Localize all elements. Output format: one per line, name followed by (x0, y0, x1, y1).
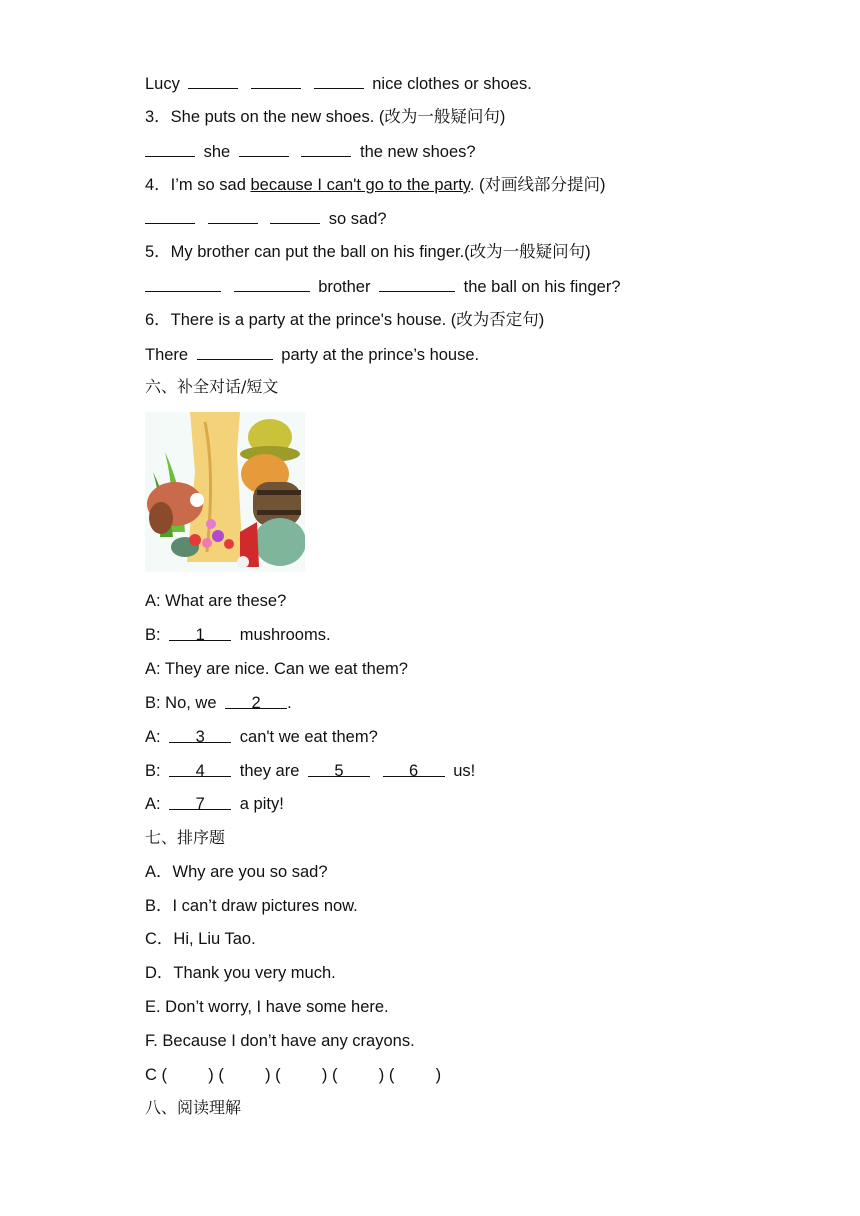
order-item-e: E. Don’t worry, I have some here. (145, 998, 389, 1016)
order-item-f: F. Because I don’t have any crayons. (145, 1032, 415, 1050)
dialog-line-6 (145, 761, 475, 781)
answer-blank[interactable] (239, 141, 289, 157)
underlined-phrase: 't go to the party (353, 176, 470, 194)
answer-blank-5[interactable]: 5 (308, 761, 370, 777)
word-there: There (145, 346, 189, 364)
answer-blank[interactable] (145, 276, 221, 292)
period: . (287, 694, 292, 712)
question-4 (145, 175, 605, 195)
answer-blank[interactable] (379, 276, 455, 292)
answer-blank-6[interactable]: 6 (383, 761, 445, 777)
dialog-line-7 (145, 794, 284, 814)
order-answer-line[interactable]: C ( ) ( ) ( ) ( ) ( ) (145, 1066, 442, 1084)
order-item-a: A．Why are you so sad? (145, 863, 328, 881)
sentence-tail: the ball on his finger? (463, 278, 621, 296)
word-lucy: Lucy (145, 75, 180, 93)
dialog-line-3: A: They are nice. Can we eat them? (145, 660, 408, 678)
answer-blank[interactable] (314, 73, 364, 89)
answer-blank[interactable] (188, 73, 238, 89)
sentence-tail: the new shoes? (359, 143, 476, 161)
word-brother: brother (318, 278, 371, 296)
speaker-a: A: (145, 795, 161, 813)
question-5-answer-line (145, 276, 621, 297)
answer-blank[interactable] (145, 141, 195, 157)
speaker-b: B: (145, 626, 161, 644)
order-item-d: D．Thank you very much. (145, 964, 336, 982)
question-5: 5．My brother can put the ball on his finger.(改为一般疑问句) (145, 243, 591, 261)
sentence-mid: they are (239, 762, 300, 780)
answer-blank[interactable] (197, 344, 273, 360)
question-2-answer-line (145, 73, 532, 94)
mushroom-illustration (145, 412, 305, 572)
underlined-phrase: because I can (250, 176, 354, 194)
sentence-tail: can't we eat them? (239, 728, 378, 746)
question-4-instruction: . (对画线部分提问) (469, 176, 606, 194)
question-3: 3．She puts on the new shoes. (改为一般疑问句) (145, 108, 506, 126)
answer-blank-2[interactable]: 2 (225, 693, 287, 709)
sentence-tail: nice clothes or shoes. (372, 75, 532, 93)
dialog-line-1: A: What are these? (145, 592, 287, 610)
answer-blank-3[interactable]: 3 (169, 727, 231, 743)
answer-blank-1[interactable]: 1 (169, 625, 231, 641)
section-8-heading: 八、阅读理解 (145, 1098, 242, 1117)
section-7-heading: 七、排序题 (145, 828, 226, 847)
speaker-b: B: (145, 762, 161, 780)
answer-blank[interactable] (208, 208, 258, 224)
order-item-c: C．Hi, Liu Tao. (145, 930, 256, 948)
sentence-tail: so sad? (328, 210, 387, 228)
speaker-b-text: B: No, we (145, 694, 217, 712)
question-6: 6．There is a party at the prince's house. (改为否定句) (145, 311, 545, 329)
question-6-answer-line (145, 344, 479, 365)
answer-blank[interactable] (251, 73, 301, 89)
answer-blank[interactable] (270, 208, 320, 224)
word-she: she (203, 143, 231, 161)
sentence-tail: a pity! (239, 795, 284, 813)
dialog-line-4 (145, 693, 292, 713)
sentence-tail: us! (453, 762, 476, 780)
dialog-line-2 (145, 625, 331, 645)
question-4-answer-line (145, 208, 387, 229)
sentence-tail: party at the prince’s house. (281, 346, 480, 364)
answer-blank-7[interactable]: 7 (169, 794, 231, 810)
question-3-answer-line (145, 141, 476, 162)
order-item-b: B．I can’t draw pictures now. (145, 897, 358, 915)
section-6-heading: 六、补全对话/短文 (145, 377, 279, 396)
question-4-prefix: 4．I’m so sad (145, 176, 251, 194)
dialog-line-5 (145, 727, 378, 747)
answer-blank-4[interactable]: 4 (169, 761, 231, 777)
answer-blank[interactable] (301, 141, 351, 157)
sentence-tail: mushrooms. (239, 626, 331, 644)
answer-blank[interactable] (234, 276, 310, 292)
answer-blank[interactable] (145, 208, 195, 224)
speaker-a: A: (145, 728, 161, 746)
